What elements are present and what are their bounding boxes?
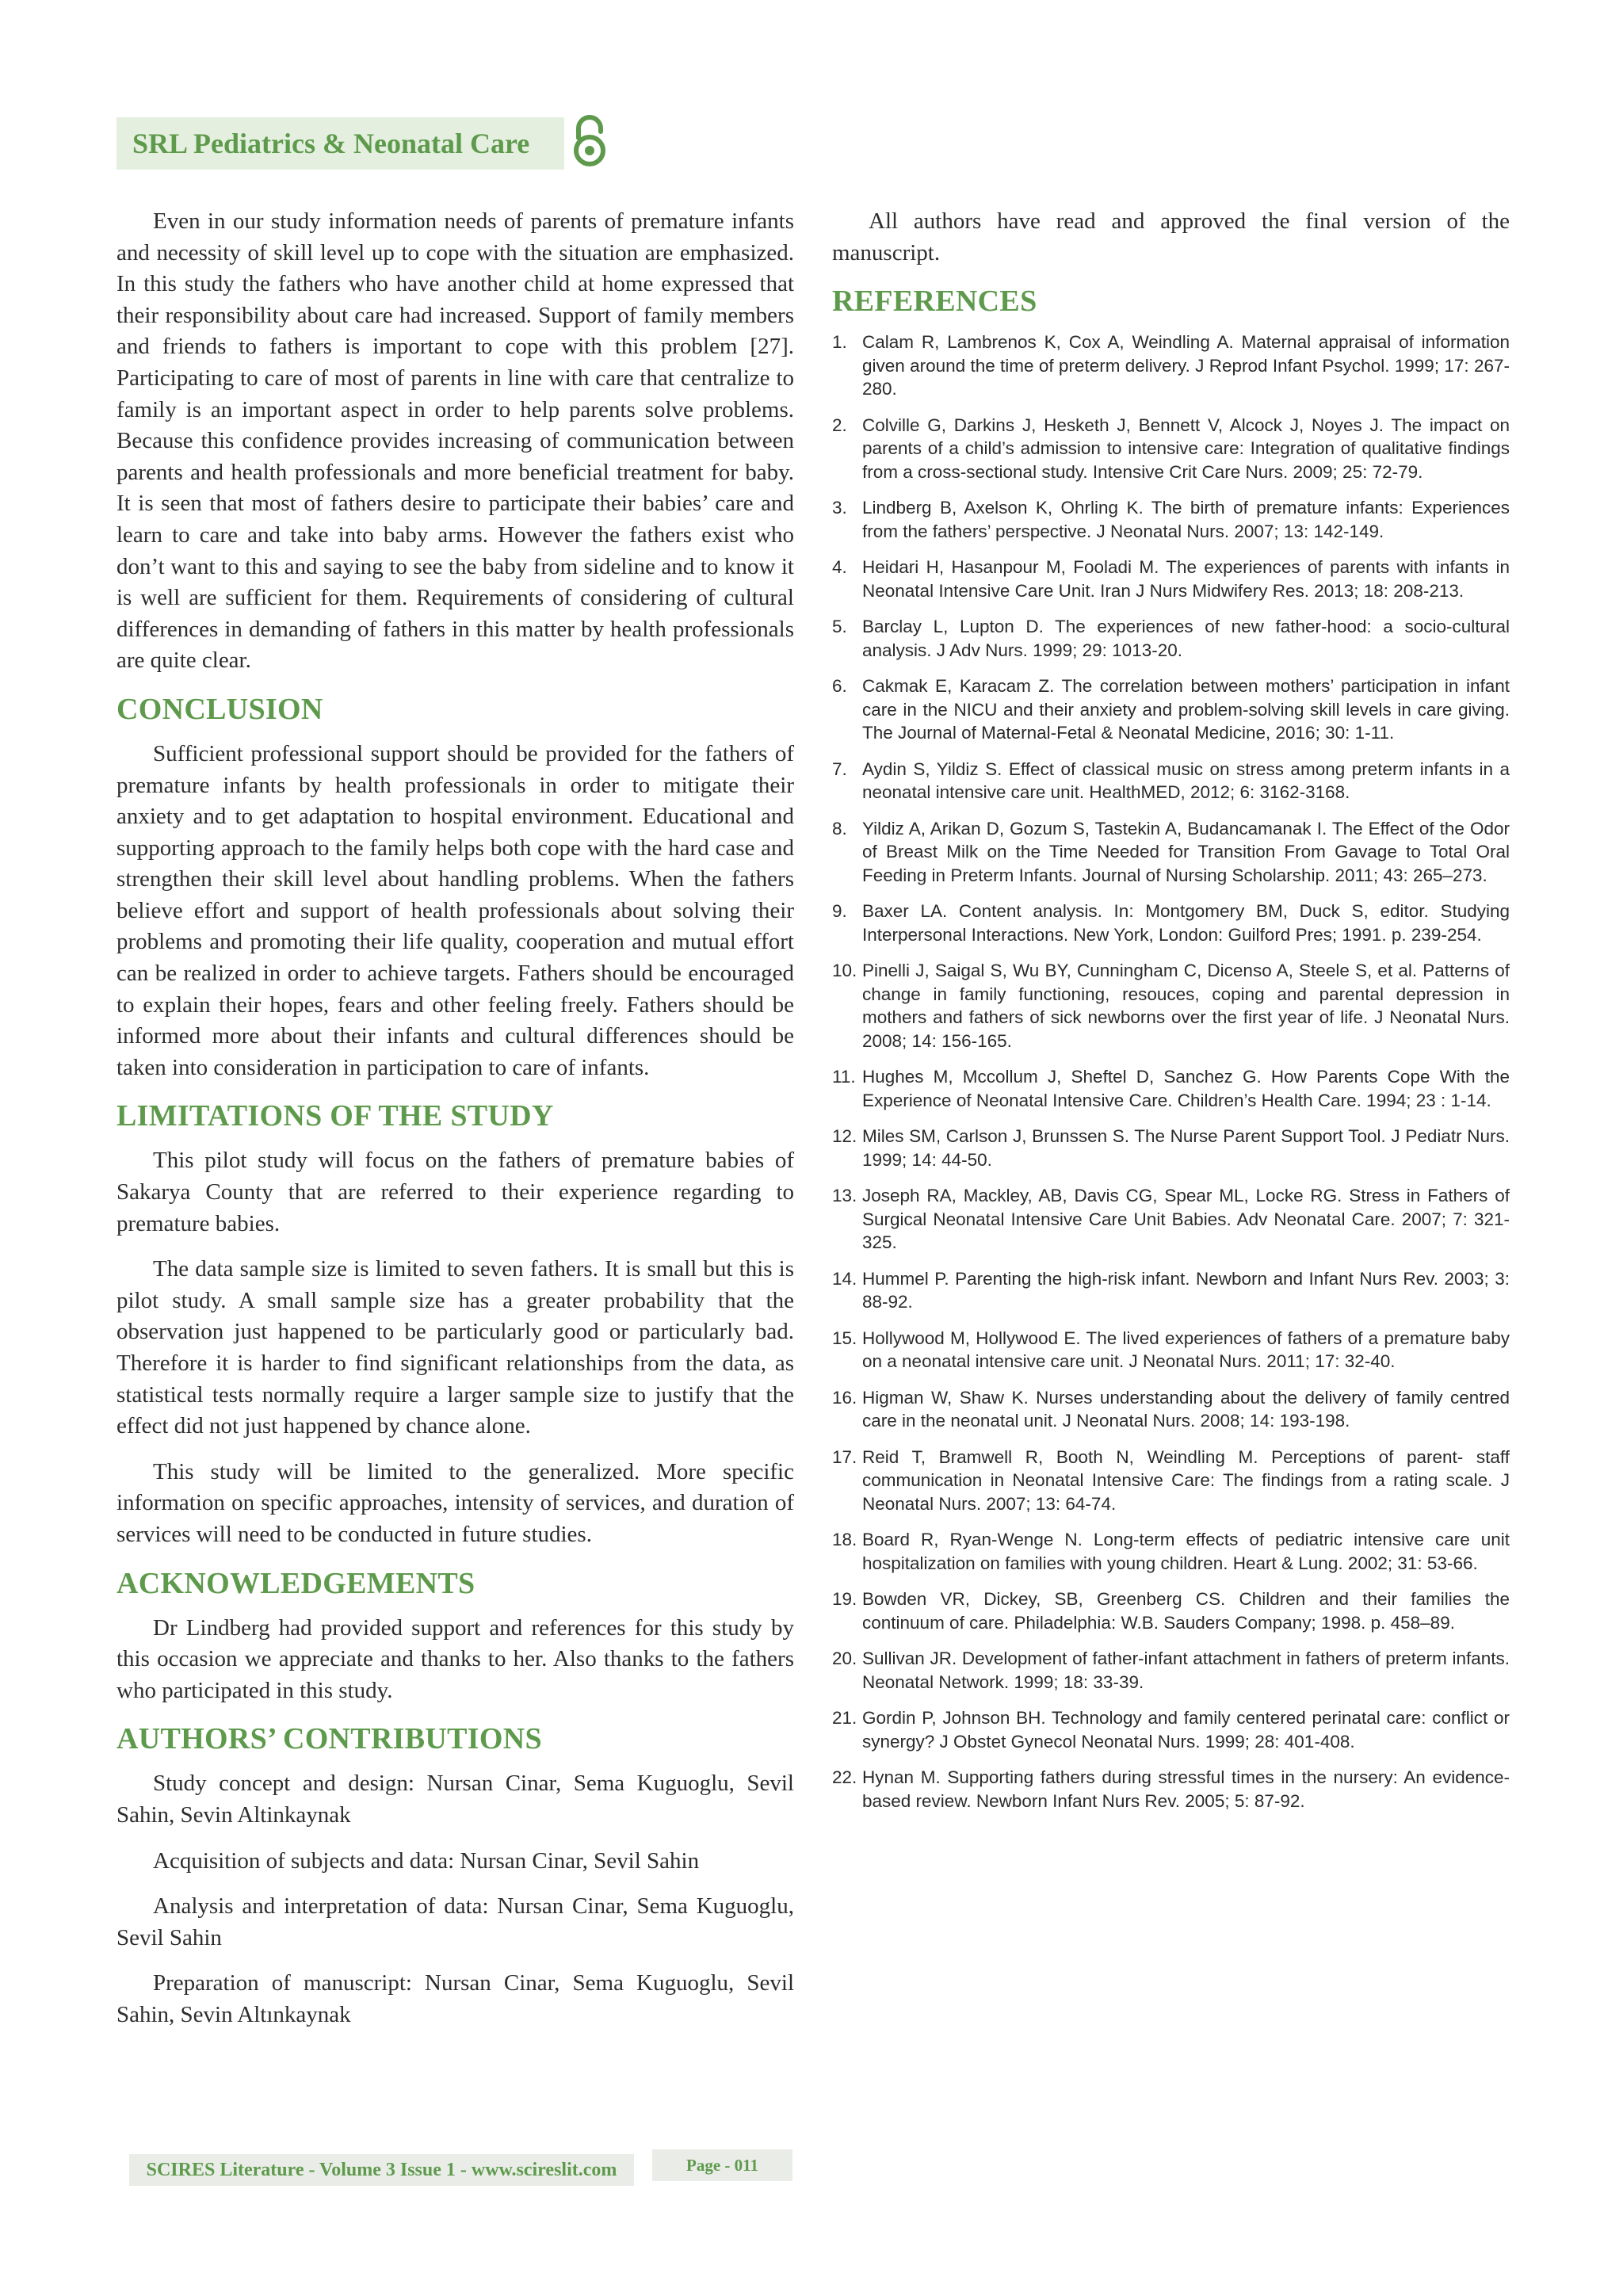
reference-number: 12.	[832, 1126, 857, 1147]
reference-item	[832, 959, 1510, 1052]
reference-item	[832, 817, 1510, 888]
reference-number: 16.	[832, 1387, 857, 1408]
right-column	[832, 206, 1510, 1825]
journal-title: SRL Pediatrics & Neonatal Care	[132, 128, 530, 159]
reference-number: 18.	[832, 1530, 857, 1550]
reference-number: 7.	[832, 758, 847, 779]
reference-number: 20.	[832, 1648, 857, 1669]
reference-number: 4.	[832, 557, 847, 578]
reference-number: 10.	[832, 961, 857, 981]
reference-text: Heidari H, Hasanpour M, Fooladi M. The experiences of parents with infants in Neonatal Intensive Care Unit. Iran J Nurs Midwifery Res. 2013; 18: 208-213.	[862, 557, 1510, 601]
contributions-heading: AUTHORS’ CONTRIBUTIONS	[116, 1722, 542, 1756]
journal-header	[116, 117, 564, 170]
reference-item	[832, 1766, 1510, 1813]
reference-item	[832, 1327, 1510, 1373]
reference-item	[832, 1647, 1510, 1694]
reference-item	[832, 1706, 1510, 1753]
reference-text: Lindberg B, Axelson K, Ohrling K. The birth of premature infants: Experiences from the fathers’ perspective. J Neonatal Nurs. 2007; 13: 142-149.	[862, 498, 1510, 541]
contribution-data-acquisition: Acquisition of subjects and data: Nursan Cinar, Sevil Sahin	[153, 1847, 700, 1874]
reference-text: Yildiz A, Arikan D, Gozum S, Tastekin A, Budancamanak I. The Effect of the Odor of Breast Milk on the Time Needed for Transition From Gavage to Total Oral Feeding in Preterm Infants. Journal of Nursing Scholarship. 2011; 43: 265–273.	[862, 818, 1510, 885]
reference-text: Bowden VR, Dickey, SB, Greenberg CS. Children and their families the continuum of care. Philadelphia: W.B. Sauders Company; 1998. p. 458–89.	[862, 1589, 1510, 1633]
reference-text: Gordin P, Johnson BH. Technology and family centered perinatal care: conflict or synergy? J Obstet Gynecol Neonatal Nurs. 1999; 28: 401-408.	[862, 1708, 1510, 1752]
reference-text: Miles SM, Carlson J, Brunssen S. The Nurse Parent Support Tool. J Pediatr Nurs. 1999; 14: 44-50.	[862, 1126, 1510, 1170]
reference-text: Hummel P. Parenting the high-risk infant. Newborn and Infant Nurs Rev. 2003; 3: 88-92.	[862, 1268, 1510, 1312]
conclusion-heading: CONCLUSION	[116, 692, 323, 726]
reference-item	[832, 496, 1510, 543]
footer-journal-info	[129, 2154, 634, 2186]
limitations-paragraph-1: This pilot study will focus on the fathers of premature babies of Sakarya County that are referred to their experience regarding to premature babies.	[116, 1148, 794, 1236]
reference-number: 6.	[832, 676, 847, 697]
reference-number: 15.	[832, 1328, 857, 1348]
reference-number: 3.	[832, 498, 847, 518]
reference-item	[832, 1528, 1510, 1575]
limitations-heading: LIMITATIONS OF THE STUDY	[116, 1099, 554, 1133]
conclusion-paragraph: Sufficient professional support should be provided for the fathers of premature infants by health professionals in order to mitigate their anxiety and to get adaptation to hospital environment. Educational and supporting approach to the family helps both cope with the hard case and strengthen their skill level about handling problems. When the fathers believe effort and support of health professionals about solving their problems and promoting their life quality, cooperation and mutual effort can be realized in order to achieve targets. Fathers should be encouraged to explain their hopes, fears and other feeling freely. Fathers should be informed more about their infants and cultural differences should be taken into consideration in participation to care of infants.	[116, 740, 794, 1080]
reference-item	[832, 900, 1510, 946]
reference-number: 14.	[832, 1268, 857, 1289]
reference-text: Hynan M. Supporting fathers during stressful times in the nursery: An evidence-based review. Newborn Infant Nurs Rev. 2005; 5: 87-92.	[862, 1767, 1510, 1811]
open-access-icon	[571, 114, 609, 170]
references-list	[832, 330, 1510, 1813]
footer-journal-text: SCIRES Literature - Volume 3 Issue 1 - www.scireslit.com	[146, 2159, 617, 2180]
reference-number: 2.	[832, 415, 847, 435]
footer-page-number	[652, 2149, 792, 2181]
reference-item	[832, 1125, 1510, 1171]
reference-item	[832, 1386, 1510, 1433]
reference-text: Pinelli J, Saigal S, Wu BY, Cunningham C, Dicenso A, Steele S, et al. Patterns of change in family functioning, resouces, coping and parental depression in mothers and fathers of sick newborns over the first year of life. J Neonatal Nurs. 2008; 14: 156-165.	[862, 961, 1510, 1051]
reference-text: Barclay L, Lupton D. The experiences of new father-hood: a socio-cultural analysis. J Adv Nurs. 1999; 29: 1013-20.	[862, 617, 1510, 660]
reference-text: Colville G, Darkins J, Hesketh J, Bennett V, Alcock J, Noyes J. The impact on parents of a child’s admission to intensive care: Integration of qualitative findings from a cross-sectional study. Intensive Crit Care Nurs. 2009; 25: 72-79.	[862, 415, 1510, 482]
reference-number: 22.	[832, 1767, 857, 1788]
references-heading: REFERENCES	[832, 285, 1037, 319]
reference-text: Baxer LA. Content analysis. In: Montgomery BM, Duck S, editor. Studying Interpersonal Interactions. New York, London: Guilford Pres; 1991. p. 239-254.	[862, 901, 1510, 945]
reference-item	[832, 1587, 1510, 1634]
reference-text: Cakmak E, Karacam Z. The correlation between mothers’ participation in infant care in the NICU and their anxiety and problem-solving skill levels in care giving. The Journal of Maternal-Fetal & Neonatal Medicine, 2016; 30: 1-11.	[862, 676, 1510, 743]
reference-text: Sullivan JR. Development of father-infant attachment in fathers of preterm infants. Neonatal Network. 1999; 18: 33-39.	[862, 1648, 1510, 1692]
left-column	[116, 206, 794, 2046]
reference-text: Higman W, Shaw K. Nurses understanding about the delivery of family centred care in the neonatal unit. J Neonatal Nurs. 2008; 14: 193-198.	[862, 1387, 1510, 1431]
reference-text: Hughes M, Mccollum J, Sheftel D, Sanchez G. How Parents Cope With the Experience of Neonatal Intensive Care. Children’s Health Care. 1994; 23 : 1-14.	[862, 1067, 1510, 1110]
reference-text: Reid T, Bramwell R, Booth N, Weindling M. Perceptions of parent- staff communication in Neonatal Intensive Care: The findings from a rating scale. J Neonatal Nurs. 2007; 13: 64-74.	[862, 1446, 1510, 1514]
reference-number: 11.	[832, 1067, 856, 1087]
reference-item	[832, 1184, 1510, 1255]
contribution-study-design: Study concept and design: Nursan Cinar, Sema Kuguoglu, Sevil Sahin, Sevin Altinkaynak	[116, 1771, 794, 1828]
acknowledgements-paragraph: Dr Lindberg had provided support and references for this study by this occasion we appreciate and thanks to her. Also thanks to the fathers who participated in this study.	[116, 1614, 794, 1703]
reference-number: 5.	[832, 617, 847, 637]
reference-number: 21.	[832, 1708, 857, 1729]
reference-number: 17.	[832, 1446, 857, 1467]
reference-number: 13.	[832, 1186, 857, 1206]
reference-number: 9.	[832, 901, 847, 922]
discussion-paragraph: Even in our study information needs of parents of premature infants and necessity of skill level up to cope with the situation are emphasized. In this study the fathers who have another child at home expressed that their responsibility about care had increased. Support of family members and friends to fathers is important to cope with this problem [27]. Participating to care of most of parents in line with care that centralize to family is an important aspect in order to help parents solve problems. Because this confidence provides increasing of communication between parents and health professionals and more beneficial treatment for baby. It is seen that most of fathers desire to participate their babies’ care and learn to care and take into baby arms. However the fathers exist who don’t want to this and saying to see the baby from sideline and to know it is well are sufficient for them. Requirements of considering of cultural differences in demanding of fathers in this matter by health professionals are quite clear.	[116, 208, 794, 674]
reference-number: 1.	[832, 332, 847, 353]
reference-number: 8.	[832, 818, 847, 839]
reference-text: Joseph RA, Mackley, AB, Davis CG, Spear ML, Locke RG. Stress in Fathers of Surgical Neonatal Intensive Care Unit Babies. Adv Neonatal Care. 2007; 7: 321-325.	[862, 1186, 1510, 1253]
limitations-paragraph-3: This study will be limited to the generalized. More specific information on specific approaches, intensity of services, and duration of services will need to be conducted in future studies.	[116, 1458, 794, 1547]
page-number: Page - 011	[686, 2155, 758, 2175]
reference-item	[832, 615, 1510, 662]
reference-item	[832, 414, 1510, 484]
contribution-analysis: Analysis and interpretation of data: Nursan Cinar, Sema Kuguoglu, Sevil Sahin	[116, 1893, 794, 1950]
contribution-manuscript: Preparation of manuscript: Nursan Cinar, Sema Kuguoglu, Sevil Sahin, Sevin Altınkaynak	[116, 1970, 794, 2027]
reference-number: 19.	[832, 1589, 857, 1610]
reference-text: Hollywood M, Hollywood E. The lived experiences of fathers of a premature baby on a neonatal intensive care unit. J Neonatal Nurs. 2011; 17: 32-40.	[862, 1328, 1510, 1372]
acknowledgements-heading: ACKNOWLEDGEMENTS	[116, 1566, 475, 1600]
reference-item	[832, 1446, 1510, 1516]
reference-item	[832, 674, 1510, 745]
reference-item	[832, 758, 1510, 804]
reference-item	[832, 1267, 1510, 1314]
reference-item	[832, 330, 1510, 401]
reference-text: Board R, Ryan-Wenge N. Long-term effects of pediatric intensive care unit hospitalization on families with young children. Heart & Lung. 2002; 31: 53-66.	[862, 1530, 1510, 1573]
reference-item	[832, 556, 1510, 602]
reference-item	[832, 1065, 1510, 1112]
reference-text: Aydin S, Yildiz S. Effect of classical music on stress among preterm infants in a neonatal intensive care unit. HealthMED, 2012; 6: 3162-3168.	[862, 758, 1510, 803]
limitations-paragraph-2: The data sample size is limited to seven fathers. It is small but this is pilot study. A small sample size has a greater probability that the observation just happened to be particularly good or particularly bad. Therefore it is harder to find significant relationships from the data, as statistical tests normally require a larger sample size to justify that the effect did not just happened by chance alone.	[116, 1256, 794, 1439]
reference-text: Calam R, Lambrenos K, Cox A, Weindling A. Maternal appraisal of information given around the time of preterm delivery. J Reprod Infant Psychol. 1999; 17: 267-280.	[862, 332, 1510, 399]
approval-paragraph: All authors have read and approved the final version of the manuscript.	[832, 208, 1510, 266]
